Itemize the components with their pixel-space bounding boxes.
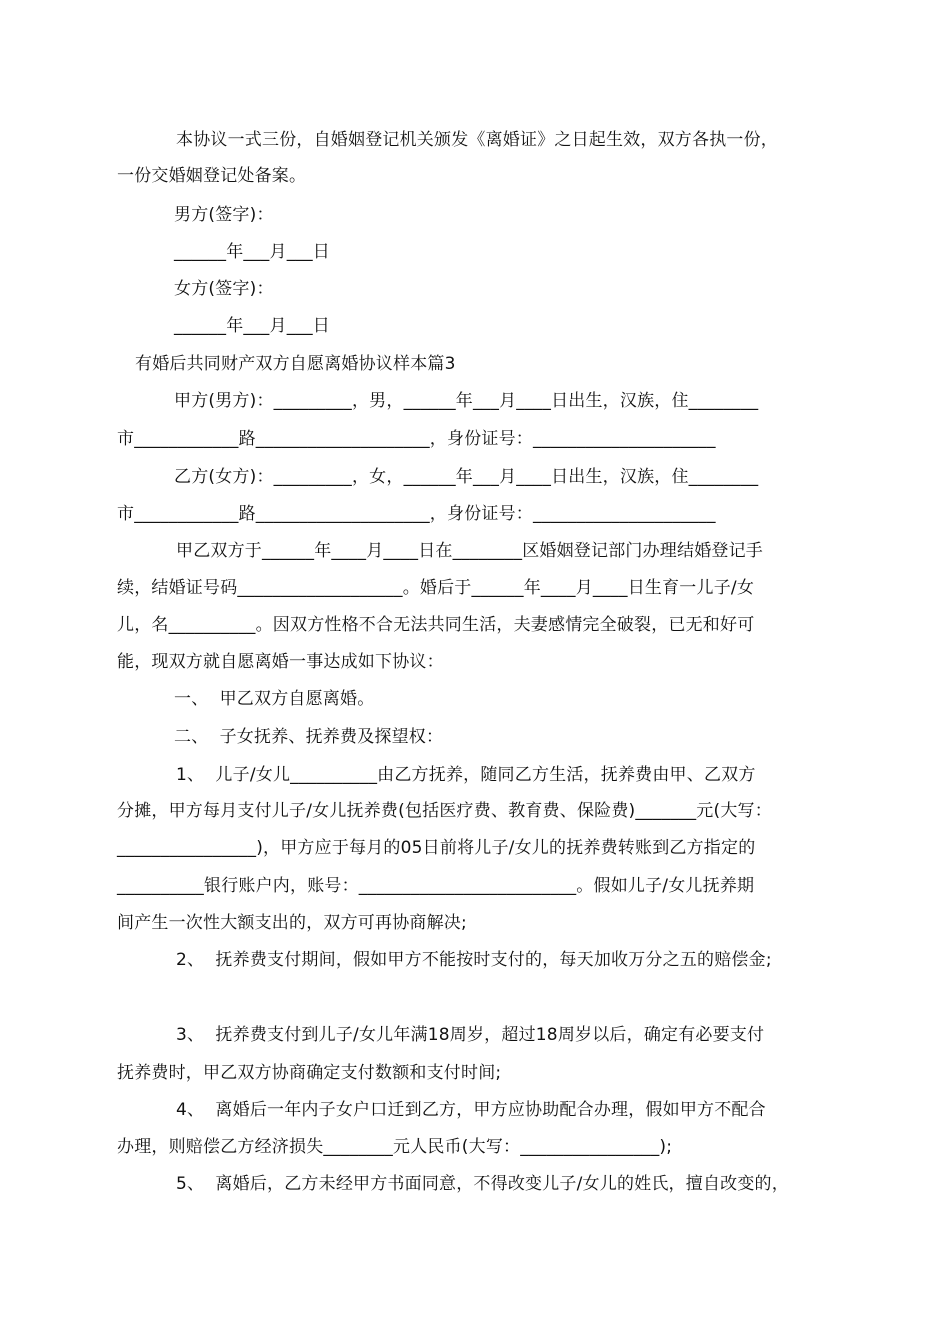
party-a-line-2: 市____________路____________________，身份证号：_____________________ [117,429,716,449]
item-1-line-5: 间产生一次性大额支出的，双方可再协商解决; [117,913,467,933]
item-1-line-2: 分摊，甲方每月支付儿子/女儿抚养费(包括医疗费、教育费、保险费)_______元(大写： [117,801,772,821]
party-b-line-1: 乙方(女方)：_________，女，______年___月____日出生，汉族，住________ [174,467,759,487]
item-2: 2、 抚养费支付期间，假如甲方不能按时支付的，每天加收万分之五的赔偿金; [176,950,772,970]
item-3-line-2: 抚养费时，甲乙双方协商确定支付数额和支付时间; [117,1063,502,1083]
item-5-line-1: 5、 离婚后，乙方未经甲方书面同意，不得改变儿子/女儿的姓氏，擅自改变的， [176,1174,789,1194]
item-1-line-1: 1、 儿子/女儿__________由乙方抚养，随同乙方生活，抚养费由甲、乙双方 [176,765,756,785]
item-4-line-1: 4、 离婚后一年内子女户口迁到乙方，甲方应协助配合办理，假如甲方不配合 [176,1100,766,1120]
section-title: 有婚后共同财产双方自愿离婚协议样本篇3 [135,354,456,374]
marriage-info-line-4: 能，现双方就自愿离婚一事达成如下协议： [117,652,444,672]
party-a-line-1: 甲方(男方)：_________，男，______年___月____日出生，汉族，住________ [174,391,759,411]
paragraph-effect-line-1: 本协议一式三份，自婚姻登记机关颁发《离婚证》之日起生效，双方各执一份， [176,130,778,150]
item-4-line-2: 办理，则赔偿乙方经济损失________元人民币(大写：________________); [117,1137,673,1157]
paragraph-effect-line-2: 一份交婚姻登记处备案。 [117,166,307,186]
female-signature-label: 女方(签字)： [174,279,274,299]
party-b-line-2: 市____________路____________________，身份证号：_____________________ [117,504,716,524]
male-signature-date: ______年___月___日 [174,242,330,262]
marriage-info-line-1: 甲乙双方于______年____月____日在________区婚姻登记部门办理结婚登记手 [176,541,763,561]
male-signature-label: 男方(签字)： [174,205,274,225]
item-1-line-4: __________银行账户内，账号：_________________________。假如儿子/女儿抚养期 [117,876,755,896]
item-1-line-3: ________________)，甲方应于每月的05日前将儿子/女儿的抚养费转账到乙方指定的 [117,838,756,858]
clause-1: 一、 甲乙双方自愿离婚。 [174,689,375,709]
clause-2-heading: 二、 子女抚养、抚养费及探望权： [174,727,444,747]
marriage-info-line-3: 儿，名__________。因双方性格不合无法共同生活，夫妻感情完全破裂，已无和好可 [117,615,755,635]
marriage-info-line-2: 续，结婚证号码___________________。婚后于______年____月____日生育一儿子/女 [117,578,755,598]
female-signature-date: ______年___月___日 [174,316,330,336]
item-3-line-1: 3、 抚养费支付到儿子/女儿年满18周岁，超过18周岁以后，确定有必要支付 [176,1025,765,1045]
